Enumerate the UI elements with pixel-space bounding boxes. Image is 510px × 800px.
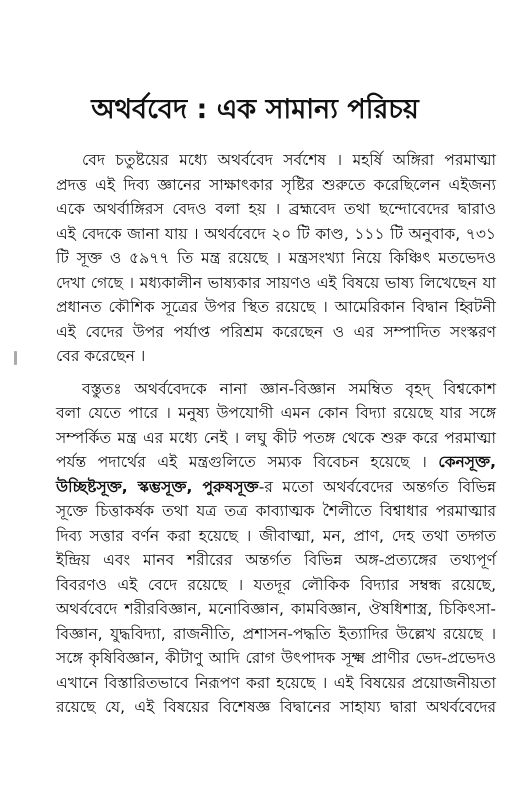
bold-sukta-name: কেনসূক্ত,: [438, 453, 496, 471]
paragraph-2-line: [56, 475, 496, 500]
paragraph-2-line: বলা যেতে পারে । মনুষ্য উপযোগী এমন কোন বিদ্যা রয়েছে যার সঙ্গে: [56, 404, 496, 422]
paragraph-2-line: অথর্ববেদে শরীরবিজ্ঞান, মনোবিজ্ঞান, কামবিজ্ঞান, ঔষধিশাস্ত্র, চিকিৎসা-: [56, 600, 496, 618]
margin-mark: [14, 351, 17, 365]
paragraph-2-line: সূক্তে চিত্তাকর্ষক তথা যত্র তত্র কাব্যাত্মক শৈলীতে বিশ্বাধার পরমাত্মার: [56, 502, 496, 520]
paragraph-2-text: -র মতো অথর্ববেদের অন্তর্গত বিভিন্ন: [258, 477, 496, 496]
paragraph-2-line: ইন্দ্রিয় এবং মানব শরীরের অন্তর্গত বিভিন্ন অঙ্গ-প্রত্যঙ্গের তথ্যপূর্ণ: [56, 551, 496, 569]
paragraph-1-line: বেদ চতুষ্টয়ের মধ্যে অথর্ববেদ সর্বশেষ । মহর্ষি অঙ্গিরা পরমাত্মা: [82, 151, 496, 169]
paragraph-2-text: পর্যন্ত পদার্থের এই মন্ত্রগুলিতে সম্যক বিবেচন হয়েছে ।: [56, 453, 427, 471]
paragraph-1-line: এই বেদকে জানা যায় । অথর্ববেদে ২০ টি কাণ্ড, ১১১ টি অনুবাক, ৭৩১: [56, 224, 496, 243]
paragraph-2-line: সঙ্গে কৃষিবিজ্ঞান, কীটাণু আদি রোগ উৎপাদক সূক্ষ্ম প্রাণীর ভেদ-প্রভেদও: [56, 649, 496, 667]
paragraph-1-line: প্রদত্ত এই দিব্য জ্ঞানের সাক্ষাৎকার সৃষ্টির শুরুতে করেছিলেন এইজন্য: [56, 175, 496, 194]
paragraph-1-line: প্রধানত কৌশিক সূত্রের উপর স্থিত রয়েছে । আমেরিকান বিদ্বান হ্বিটনী: [56, 298, 496, 316]
paragraph-1-line: দেখা গেছে । মধ্যকালীন ভাষ্যকার সায়ণও এই বিষয়ে ভাষ্য লিখেছেন যা: [56, 273, 496, 292]
paragraph-1-line: এই বেদের উপর পর্যাপ্ত পরিশ্রম করেছেন ও এর সম্পাদিত সংস্করণ: [56, 322, 496, 341]
paragraph-2-line: বিবরণও এই বেদে রয়েছে । যতদূর লৌকিক বিদ্যার সম্বন্ধ রয়েছে,: [56, 575, 496, 594]
paragraph-2-line: বিজ্ঞান, যুদ্ধবিদ্যা, রাজনীতি, প্রশাসন-পদ্ধতি ইত্যাদির উল্লেখ রয়েছে ।: [56, 624, 496, 643]
paragraph-2-line: [56, 450, 496, 475]
paragraph-2-line: রয়েছে যে, এই বিষয়ের বিশেষজ্ঞ বিদ্বানের সাহায্য দ্বারা অথর্ববেদের: [56, 698, 496, 716]
paragraph-2-line: এখানে বিস্তারিতভাবে নিরূপণ করা হয়েছে । এই বিষয়ের প্রয়োজনীয়তা: [56, 673, 496, 692]
paragraph-gap: [56, 369, 496, 377]
paragraph-1-line: একে অথর্বাঙ্গিরস বেদও বলা হয় । ব্রহ্মবেদ তথা ছন্দোবেদের দ্বারাও: [56, 200, 496, 218]
body-text: [56, 148, 496, 720]
paragraph-2-line: দিব্য সত্তার বর্ণন করা হয়েছে । জীবাত্মা, মন, প্রাণ, দেহ তথা তদ্গত: [56, 526, 496, 545]
paragraph-2-line: সম্পর্কিত মন্ত্র এর মধ্যে নেই । লঘু কীট পতঙ্গ থেকে শুরু করে পরমাত্মা: [56, 428, 496, 447]
bold-sukta-names: উচ্ছিষ্টসূক্ত, স্কম্ভসূক্ত, পুরুষসূক্ত: [56, 477, 259, 496]
paragraph-1-line: বের করেছেন ।: [56, 347, 146, 365]
paragraph-2-line: বস্তুতঃ অথর্ববেদকে নানা জ্ঞান-বিজ্ঞান সমম্বিত বৃহদ্ বিশ্বকোশ: [82, 379, 496, 398]
chapter-title: অথর্ববেদ : এক সামান্য পরিচয়: [91, 94, 419, 125]
paragraph-1-line: টি সূক্ত ও ৫৯৭৭ তি মন্ত্র রয়েছে । মন্ত্রসংখ্যা নিয়ে কিঞ্চিৎ মতভেদও: [56, 249, 496, 267]
